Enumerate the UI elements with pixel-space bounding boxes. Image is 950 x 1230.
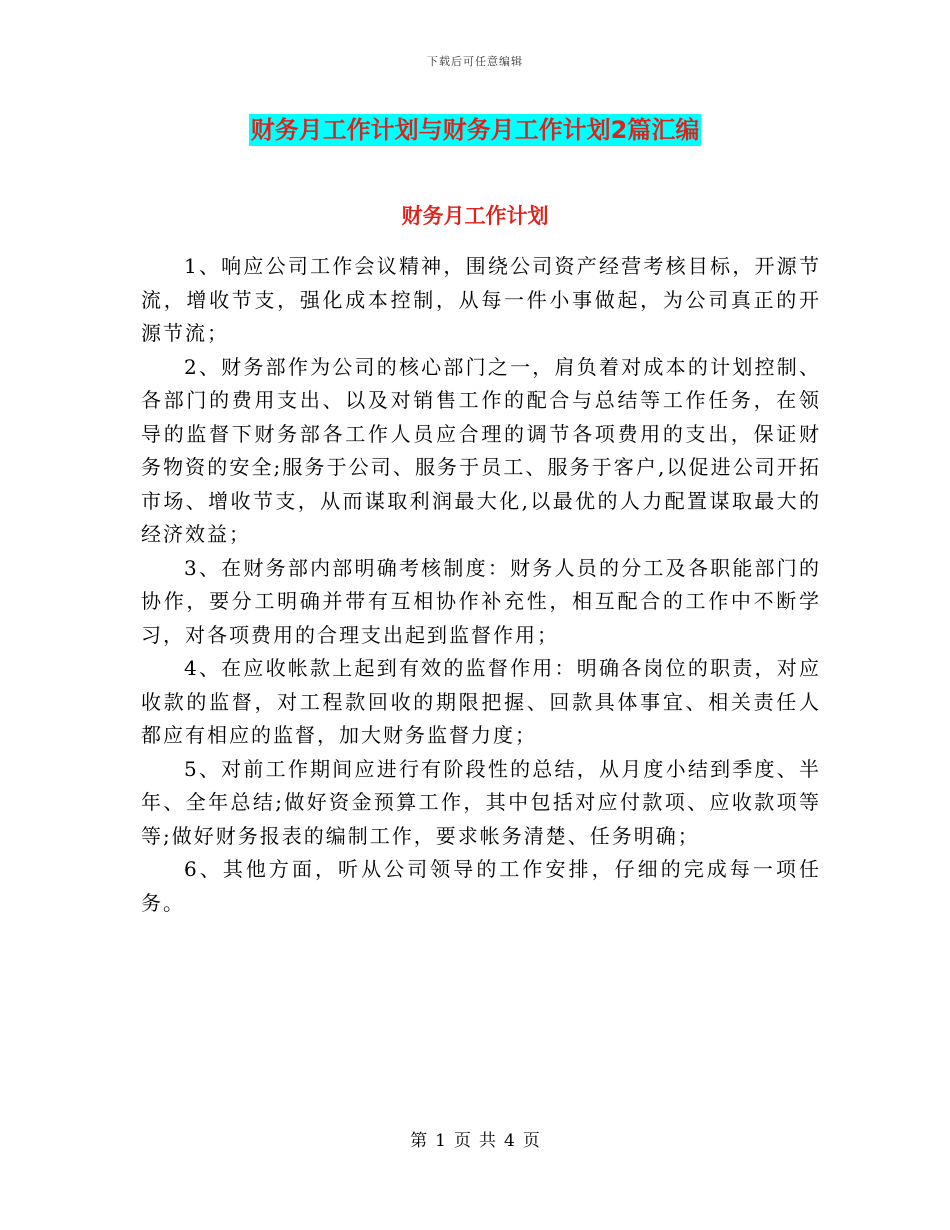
paragraph-1: 1、响应公司工作会议精神，围绕公司资产经营考核目标，开源节流，增收节支，强化成本控制，从每一件小事做起，为公司真正的开源节流；	[141, 254, 821, 345]
paragraph-3: 3、在财务部内部明确考核制度：财务人员的分工及各职能部门的协作，要分工明确并带有互相协作补充性，相互配合的工作中不断学习，对各项费用的合理支出起到监督作用；	[141, 555, 821, 647]
document-body	[141, 250, 821, 920]
title-container	[0, 114, 950, 146]
footer-total-prefix: 共	[479, 1131, 496, 1151]
footer-total-unit: 页	[522, 1131, 540, 1151]
paragraph-5: 5、对前工作期间应进行有阶段性的总结，从月度小结到季度、半年、全年总结;做好资金预算工作，其中包括对应付款项、应收款项等等;做好财务报表的编制工作，要求帐务清楚、任务明确；	[141, 756, 821, 848]
page-footer	[0, 1126, 950, 1151]
paragraph-2: 2、财务部作为公司的核心部门之一，肩负着对成本的计划控制、各部门的费用支出、以及对销售工作的配合与总结等工作任务，在领导的监督下财务部各工作人员应合理的调节各项费用的支出，保证财务物资的安全;服务于公司、服务于员工、服务于客户,以促进公司开拓市场、增收节支，从而谋取利润最大化,以最优的人力配置谋取最大的经济效益；	[141, 354, 821, 546]
footer-page-number: 1	[435, 1131, 446, 1151]
page-header-note: 下载后可任意编辑	[427, 55, 523, 68]
document-title: 财务月工作计划与财务月工作计划2篇汇编	[250, 116, 700, 144]
paragraph-6: 6、其他方面，听从公司领导的工作安排，仔细的完成每一项任务。	[141, 857, 821, 915]
footer-page-unit: 页	[454, 1131, 471, 1151]
footer-total-pages: 4	[504, 1131, 515, 1151]
section-title: 财务月工作计划	[401, 204, 549, 228]
paragraph-4: 4、在应收帐款上起到有效的监督作用：明确各岗位的职责，对应收款的监督，对工程款回收的期限把握、回款具体事宜、相关责任人都应有相应的监督，加大财务监督力度；	[141, 656, 821, 747]
footer-prefix: 第	[410, 1131, 428, 1151]
